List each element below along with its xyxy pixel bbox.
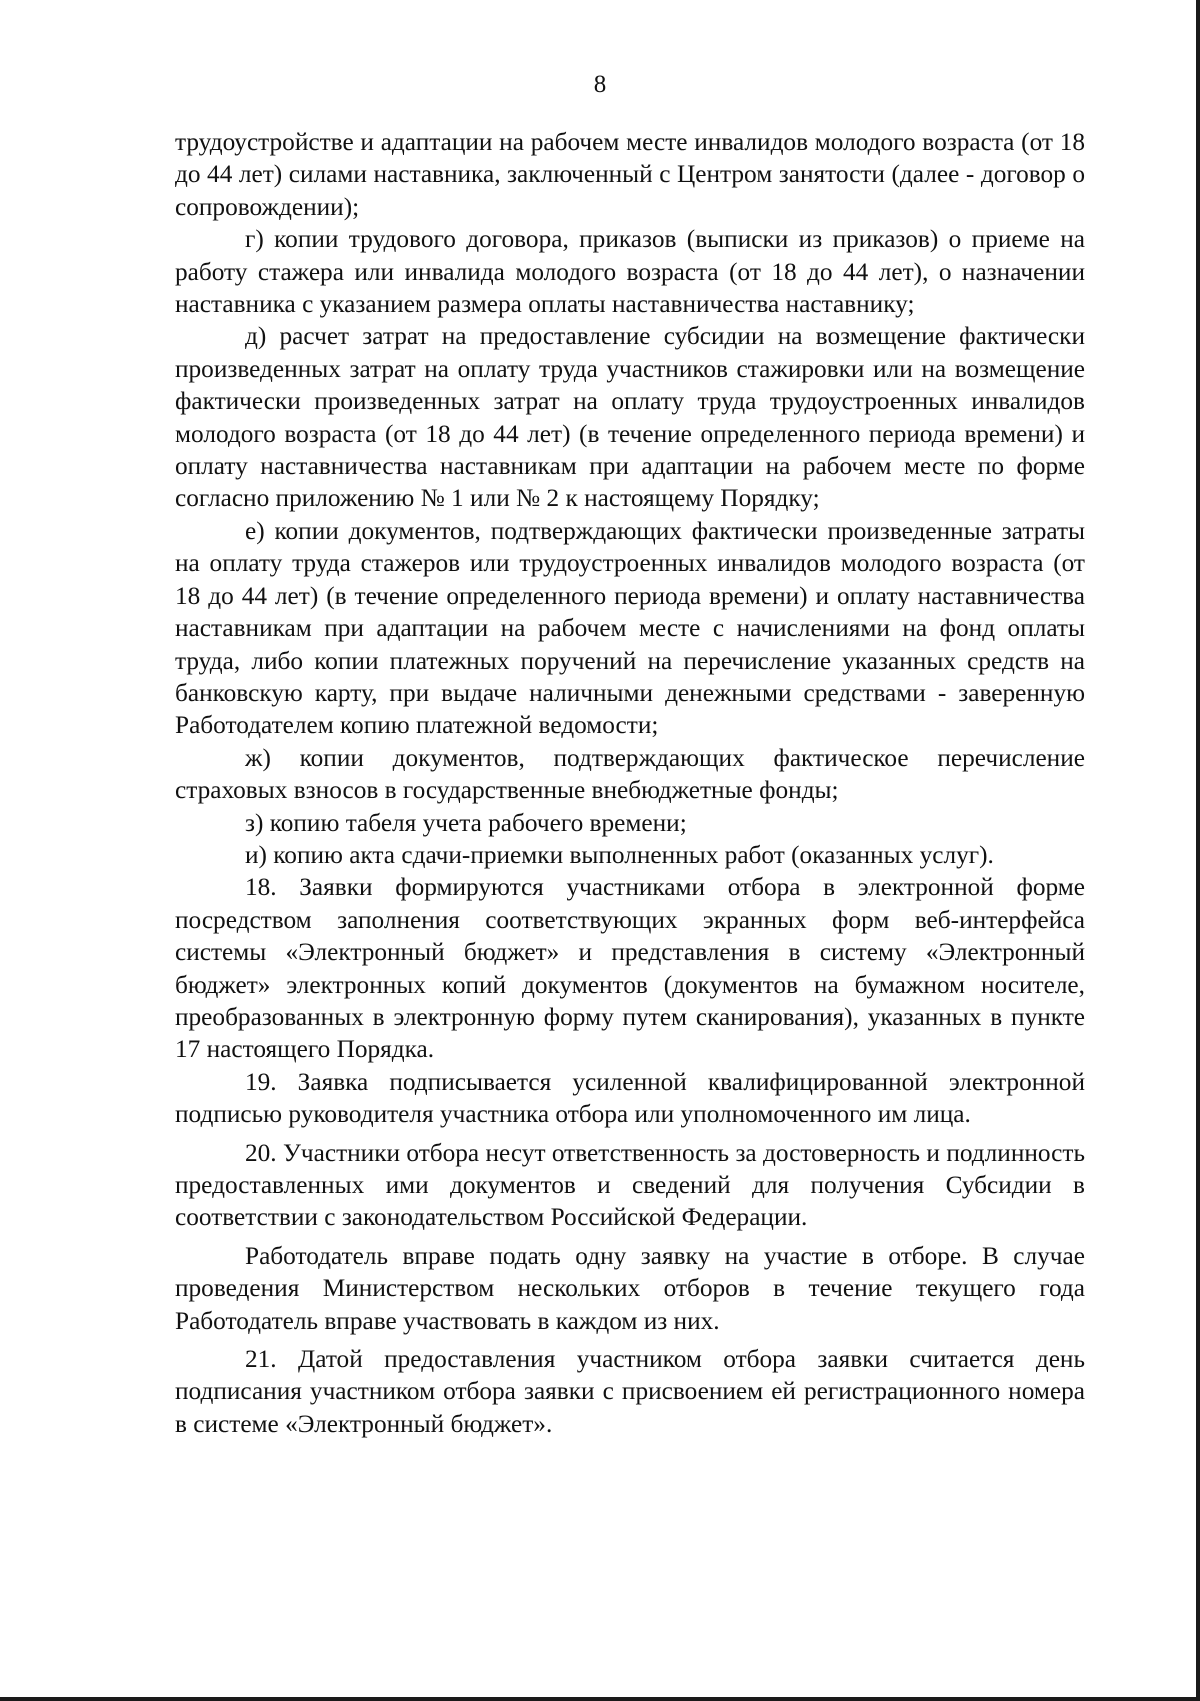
scan-edge-right	[1196, 0, 1200, 1701]
paragraph-employer-right: Работодатель вправе подать одну заявку на участие в отборе. В случае проведения Министерством нескольких отборов в течение текущего года Работодатель вправе участвовать в каждом из них.	[175, 1241, 1085, 1335]
paragraph-item-zh: ж) копии документов, подтверждающих фактическое перечисление страховых взносов в государственные внебюджетные фонды;	[175, 743, 1085, 805]
paragraph-item-d: д) расчет затрат на предоставление субсидии на возмещение фактически произведенных затрат на оплату труда участников стажировки или на возмещение фактически произведенных затрат на оплату труда трудоустроенных инвалидов молодого возраста (от 18 до 44 лет) (в течение определенного периода времени) и оплату наставничества наставникам при адаптации на рабочем месте по форме согласно приложению № 1 или № 2 к настоящему Порядку;	[175, 322, 1085, 513]
paragraph-item-i: и) копию акта сдачи-приемки выполненных работ (оказанных услуг).	[245, 840, 994, 869]
paragraph-clause-20: 20. Участники отбора несут ответственность за достоверность и подлинность предоставленных ими документов и сведений для получения Субсидии в соответствии с законодательством Российской Федерации.	[175, 1138, 1085, 1232]
document-body	[175, 126, 1085, 1440]
paragraph-clause-18: 18. Заявки формируются участниками отбора в электронной форме посредством заполнения соответствующих экранных форм веб-интерфейса системы «Электронный бюджет» и представления в систему «Электронный бюджет» электронных копий документов (документов на бумажном носителе, преобразованных в электронную форму путем сканирования), указанных в пункте 17 настоящего Порядка.	[175, 873, 1085, 1064]
paragraph-item-e: е) копии документов, подтверждающих фактически произведенные затраты на оплату труда стажеров или трудоустроенных инвалидов молодого возраста (от 18 до 44 лет) (в течение определенного периода времени) и оплату наставничества наставникам при адаптации на рабочем месте с начислениями на фонд оплаты труда, либо копии платежных поручений на перечисление указанных средств на банковскую карту, при выдаче наличными денежными средствами - заверенную Работодателем копию платежной ведомости;	[175, 516, 1085, 740]
paragraph-clause-19: 19. Заявка подписывается усиленной квалифицированной электронной подписью руководителя участника отбора или уполномоченного им лица.	[175, 1067, 1085, 1129]
paragraph-item-z: з) копию табеля учета рабочего времени;	[245, 808, 687, 837]
paragraph-item-g: г) копии трудового договора, приказов (выписки из приказов) о приеме на работу стажера или инвалида молодого возраста (от 18 до 44 лет), о назначении наставника с указанием размера оплаты наставничества наставнику;	[175, 225, 1085, 319]
scan-edge-bottom	[0, 1697, 1200, 1701]
paragraph-clause-21: 21. Датой предоставления участником отбора заявки считается день подписания участником отбора заявки с присвоением ей регистрационного номера в системе «Электронный бюджет».	[175, 1345, 1085, 1438]
page-number: 8	[593, 71, 607, 98]
paragraph-continuation: трудоустройстве и адаптации на рабочем месте инвалидов молодого возраста (от 18 до 44 лет) силами наставника, заключенный с Центром занятости (далее - договор о сопровождении);	[175, 128, 1085, 221]
